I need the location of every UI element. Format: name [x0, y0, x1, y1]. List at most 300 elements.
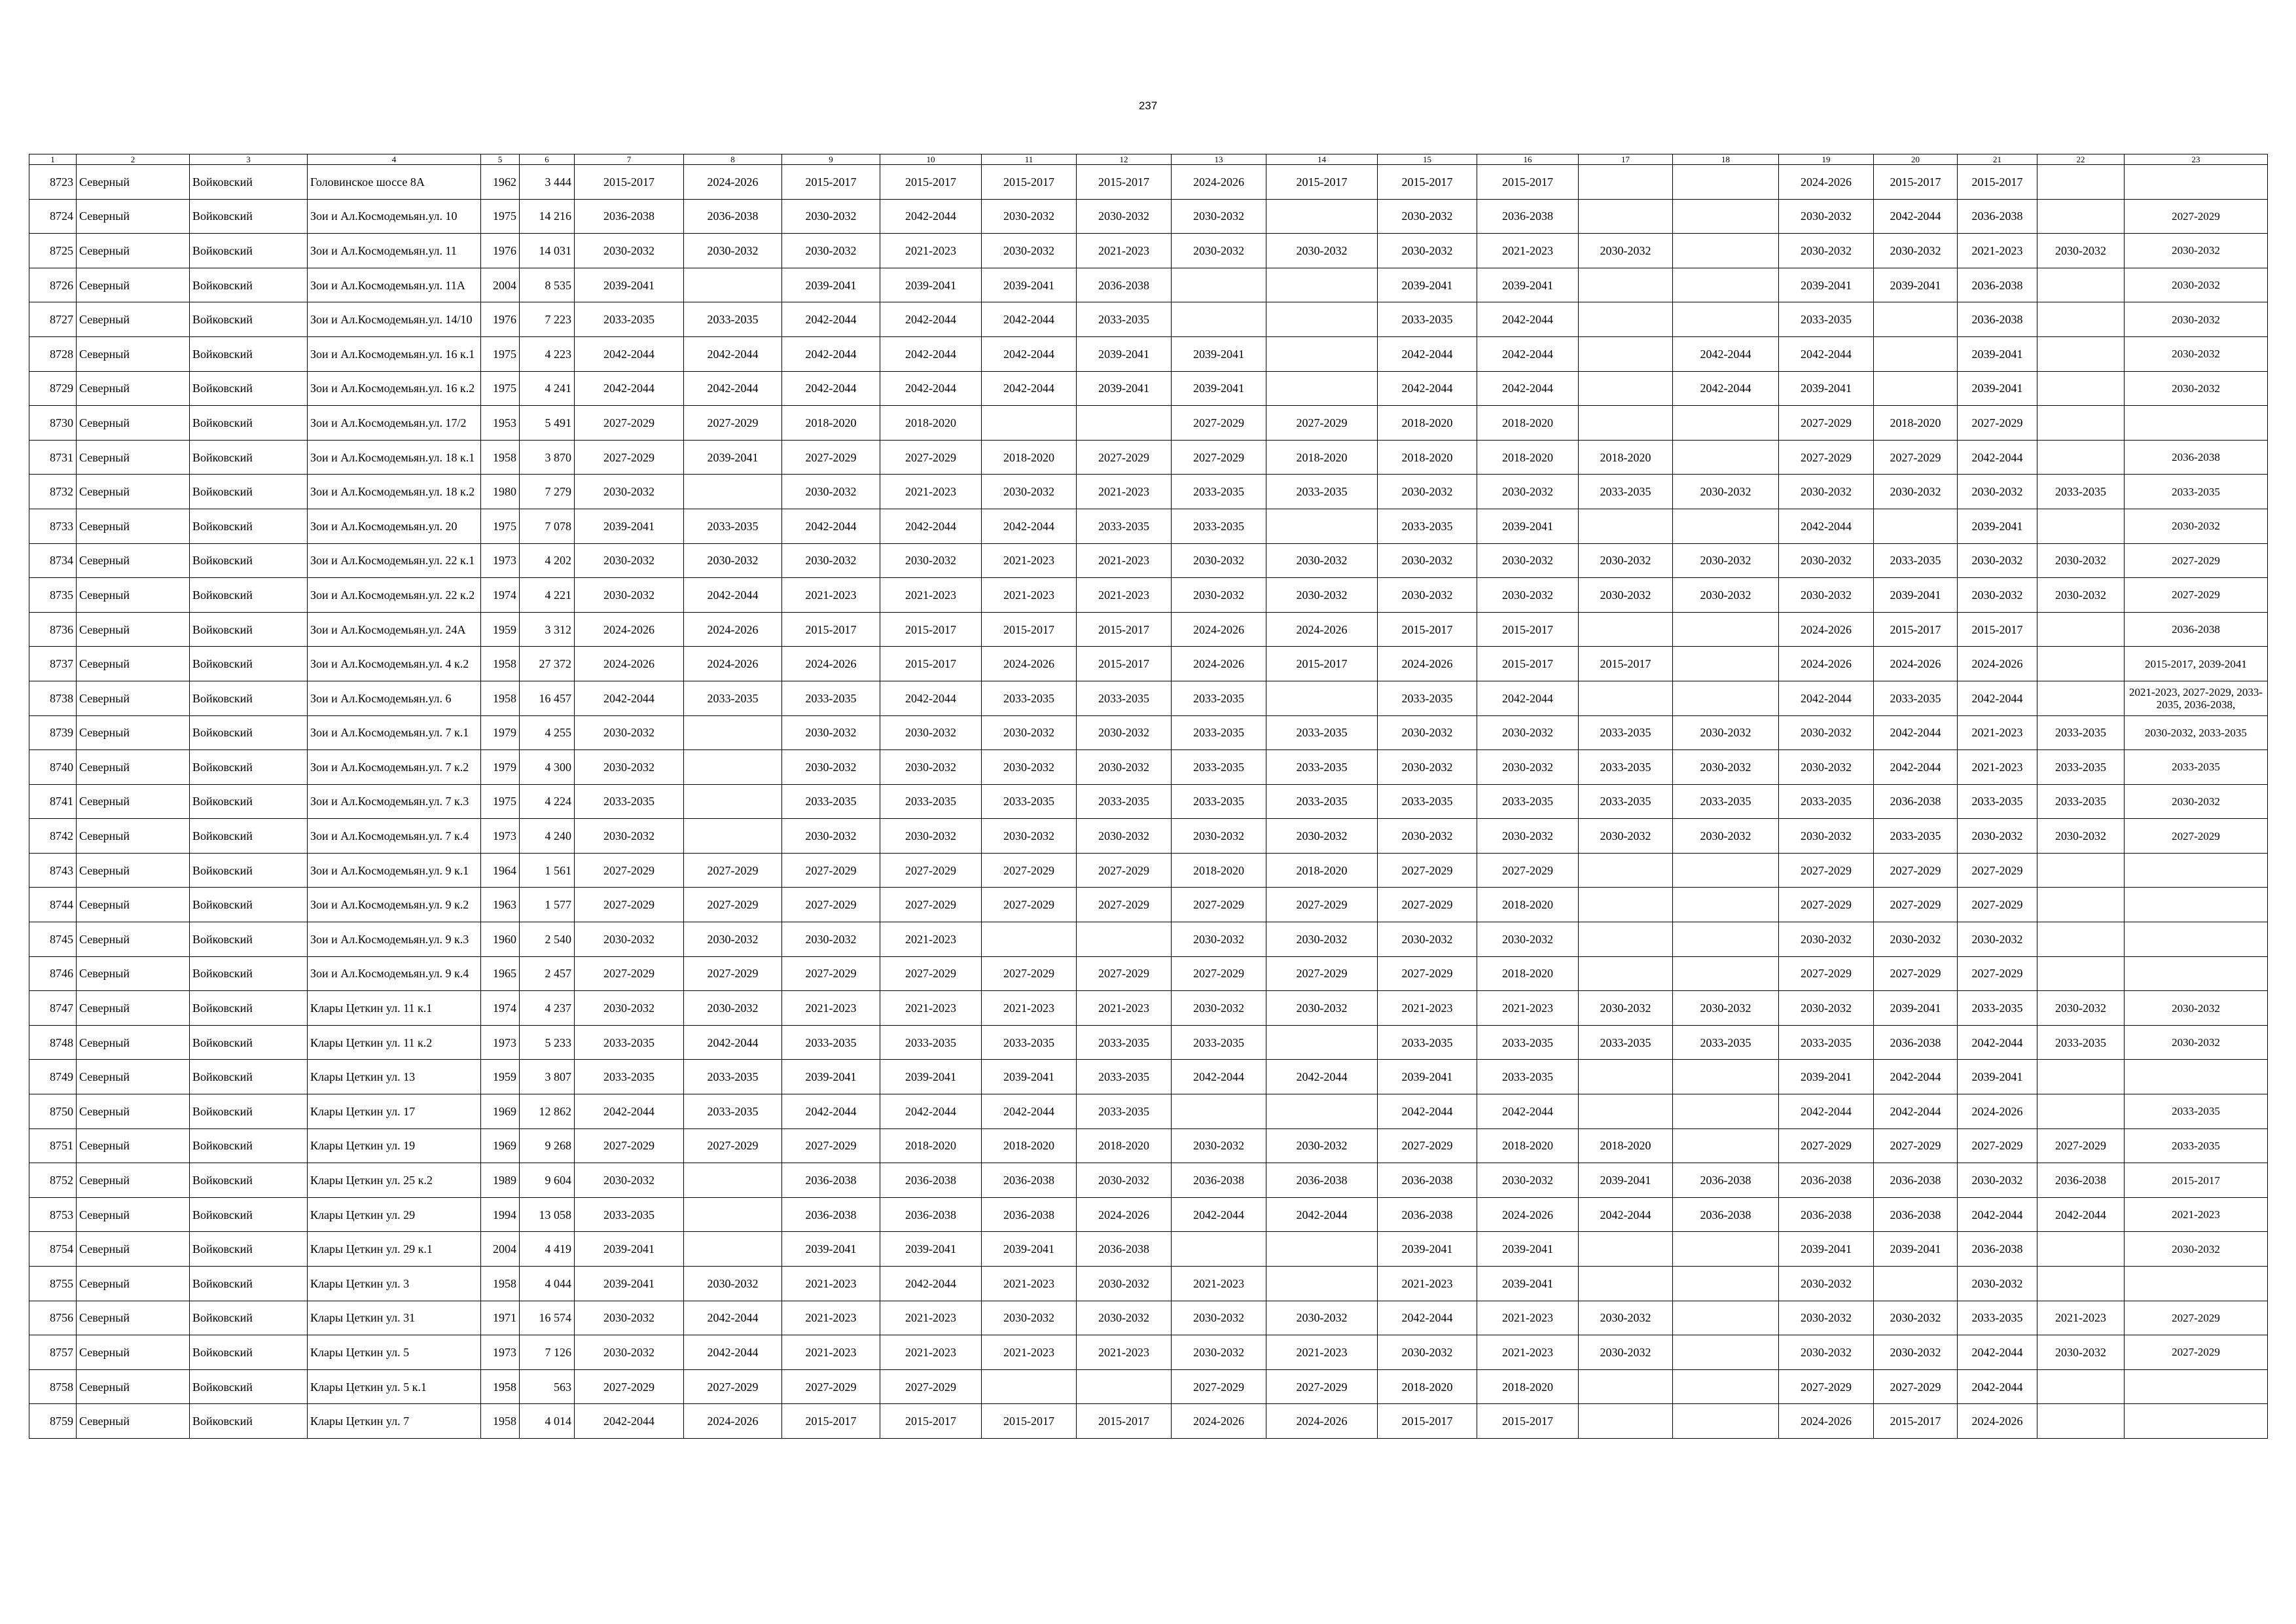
period-cell-col-21: 2033-2035	[1958, 991, 2037, 1026]
period-cell-col-16: 2018-2020	[1477, 1369, 1579, 1404]
period-cell-col-14: 2018-2020	[1266, 440, 1378, 475]
period-cell-col-17: 2039-2041	[1579, 1163, 1673, 1198]
period-cell-col-14: 2033-2035	[1266, 784, 1378, 819]
period-cell-col-14: 2030-2032	[1266, 922, 1378, 957]
rayon-cell: Войковский	[190, 1128, 308, 1163]
period-cell-col-11: 2042-2044	[982, 302, 1077, 337]
area-cell: 9 268	[520, 1128, 575, 1163]
period-cell-col-16: 2036-2038	[1477, 199, 1579, 234]
period-cell-col-18	[1673, 440, 1779, 475]
period-cell-col-8: 2033-2035	[684, 1060, 782, 1094]
period-cell-col-9: 2015-2017	[782, 1404, 880, 1439]
period-cell-col-21: 2036-2038	[1958, 302, 2037, 337]
period-cell-col-10: 2033-2035	[880, 1025, 982, 1060]
area-cell: 8 535	[520, 268, 575, 302]
period-cell-col-17: 2030-2032	[1579, 578, 1673, 613]
period-cell-col-11: 2033-2035	[982, 784, 1077, 819]
area-cell: 3 444	[520, 165, 575, 200]
period-cell-col-17	[1579, 406, 1673, 441]
period-cell-col-16: 2033-2035	[1477, 784, 1579, 819]
period-cell-col-8	[684, 475, 782, 509]
period-cell-col-7: 2039-2041	[575, 1267, 684, 1301]
rayon-cell: Войковский	[190, 440, 308, 475]
period-cell-col-18	[1673, 302, 1779, 337]
period-cell-col-22: 2033-2035	[2037, 784, 2125, 819]
period-cell-col-12: 2039-2041	[1077, 371, 1172, 406]
period-cell-col-17	[1579, 1267, 1673, 1301]
period-cell-col-18	[1673, 509, 1779, 543]
area-cell: 563	[520, 1369, 575, 1404]
table-row	[29, 1060, 2268, 1094]
period-cell-col-19: 2030-2032	[1779, 199, 1874, 234]
period-cell-col-8: 2042-2044	[684, 1335, 782, 1370]
row-number: 8759	[29, 1404, 77, 1439]
period-cell-col-8: 2036-2038	[684, 199, 782, 234]
period-cell-col-7: 2030-2032	[575, 543, 684, 578]
period-cell-col-15: 2018-2020	[1378, 406, 1477, 441]
period-cell-col-7: 2030-2032	[575, 1335, 684, 1370]
address-cell: Клары Цеткин ул. 13	[308, 1060, 481, 1094]
period-cell-col-22: 2030-2032	[2037, 578, 2125, 613]
address-cell: Зои и Ал.Космодемьян.ул. 9 к.3	[308, 922, 481, 957]
period-cell-col-18	[1673, 1094, 1779, 1129]
year-built-cell: 1958	[481, 1267, 520, 1301]
okrug-cell: Северный	[77, 234, 190, 268]
period-cell-col-7: 2027-2029	[575, 406, 684, 441]
period-cell-col-13: 2033-2035	[1172, 509, 1266, 543]
period-cell-col-9: 2030-2032	[782, 750, 880, 785]
period-cell-col-9: 2027-2029	[782, 853, 880, 888]
period-cell-col-13: 2036-2038	[1172, 1163, 1266, 1198]
year-built-cell: 1973	[481, 819, 520, 854]
table-row	[29, 1369, 2268, 1404]
period-cell-col-16: 2018-2020	[1477, 956, 1579, 991]
okrug-cell: Северный	[77, 1094, 190, 1129]
period-cell-col-11: 2042-2044	[982, 336, 1077, 371]
period-cell-col-14: 2027-2029	[1266, 406, 1378, 441]
period-cell-col-12: 2033-2035	[1077, 1060, 1172, 1094]
table-row	[29, 1025, 2268, 1060]
row-number: 8743	[29, 853, 77, 888]
column-number-12: 12	[1077, 154, 1172, 165]
period-cell-col-23	[2125, 1404, 2268, 1439]
address-cell: Клары Цеткин ул. 3	[308, 1267, 481, 1301]
period-cell-col-23: 2015-2017	[2125, 1163, 2268, 1198]
period-cell-col-10: 2021-2023	[880, 991, 982, 1026]
period-cell-col-17: 2018-2020	[1579, 440, 1673, 475]
period-cell-col-19: 2030-2032	[1779, 475, 1874, 509]
period-cell-col-17	[1579, 681, 1673, 715]
table-row	[29, 715, 2268, 750]
period-cell-col-8: 2024-2026	[684, 647, 782, 681]
period-cell-col-11: 2015-2017	[982, 1404, 1077, 1439]
rayon-cell: Войковский	[190, 406, 308, 441]
year-built-cell: 1975	[481, 199, 520, 234]
period-cell-col-10: 2030-2032	[880, 819, 982, 854]
address-cell: Зои и Ал.Космодемьян.ул. 20	[308, 509, 481, 543]
period-cell-col-12: 2015-2017	[1077, 1404, 1172, 1439]
okrug-cell: Северный	[77, 991, 190, 1026]
period-cell-col-11: 2030-2032	[982, 750, 1077, 785]
period-cell-col-9: 2030-2032	[782, 922, 880, 957]
period-cell-col-18	[1673, 956, 1779, 991]
period-cell-col-9: 2021-2023	[782, 1335, 880, 1370]
column-number-16: 16	[1477, 154, 1579, 165]
row-number: 8746	[29, 956, 77, 991]
area-cell: 3 807	[520, 1060, 575, 1094]
period-cell-col-18: 2030-2032	[1673, 475, 1779, 509]
okrug-cell: Северный	[77, 1301, 190, 1335]
period-cell-col-15: 2042-2044	[1378, 336, 1477, 371]
period-cell-col-17	[1579, 956, 1673, 991]
rayon-cell: Войковский	[190, 199, 308, 234]
period-cell-col-19: 2030-2032	[1779, 750, 1874, 785]
period-cell-col-17	[1579, 1232, 1673, 1267]
period-cell-col-10: 2018-2020	[880, 1128, 982, 1163]
period-cell-col-9: 2021-2023	[782, 1267, 880, 1301]
period-cell-col-14: 2030-2032	[1266, 1301, 1378, 1335]
period-cell-col-19: 2033-2035	[1779, 302, 1874, 337]
row-number: 8729	[29, 371, 77, 406]
period-cell-col-23	[2125, 853, 2268, 888]
period-cell-col-15: 2039-2041	[1378, 1060, 1477, 1094]
period-cell-col-7: 2030-2032	[575, 475, 684, 509]
period-cell-col-16: 2030-2032	[1477, 578, 1579, 613]
period-cell-col-19: 2024-2026	[1779, 165, 1874, 200]
period-cell-col-19: 2030-2032	[1779, 715, 1874, 750]
period-cell-col-21: 2042-2044	[1958, 681, 2037, 715]
period-cell-col-14: 2015-2017	[1266, 165, 1378, 200]
period-cell-col-11: 2021-2023	[982, 1267, 1077, 1301]
period-cell-col-8: 2027-2029	[684, 956, 782, 991]
period-cell-col-8: 2030-2032	[684, 1267, 782, 1301]
period-cell-col-9: 2042-2044	[782, 302, 880, 337]
table-row	[29, 1301, 2268, 1335]
period-cell-col-19: 2027-2029	[1779, 888, 1874, 922]
period-cell-col-18: 2042-2044	[1673, 336, 1779, 371]
period-cell-col-23: 2036-2038	[2125, 612, 2268, 647]
year-built-cell: 1963	[481, 888, 520, 922]
period-cell-col-8: 2039-2041	[684, 440, 782, 475]
okrug-cell: Северный	[77, 647, 190, 681]
period-cell-col-17: 2042-2044	[1579, 1197, 1673, 1232]
okrug-cell: Северный	[77, 1025, 190, 1060]
okrug-cell: Северный	[77, 681, 190, 715]
period-cell-col-16: 2033-2035	[1477, 1025, 1579, 1060]
period-cell-col-19: 2033-2035	[1779, 1025, 1874, 1060]
period-cell-col-21: 2030-2032	[1958, 922, 2037, 957]
period-cell-col-8: 2042-2044	[684, 1025, 782, 1060]
period-cell-col-16: 2033-2035	[1477, 1060, 1579, 1094]
period-cell-col-17: 2018-2020	[1579, 1128, 1673, 1163]
period-cell-col-20: 2039-2041	[1874, 1232, 1958, 1267]
period-cell-col-15: 2030-2032	[1378, 543, 1477, 578]
period-cell-col-9: 2027-2029	[782, 440, 880, 475]
period-cell-col-20: 2042-2044	[1874, 1094, 1958, 1129]
period-cell-col-22	[2037, 199, 2125, 234]
period-cell-col-7: 2033-2035	[575, 1060, 684, 1094]
address-cell: Зои и Ал.Космодемьян.ул. 11	[308, 234, 481, 268]
column-number-23: 23	[2125, 154, 2268, 165]
rayon-cell: Войковский	[190, 1335, 308, 1370]
period-cell-col-15: 2030-2032	[1378, 750, 1477, 785]
period-cell-col-18	[1673, 268, 1779, 302]
address-cell: Клары Цеткин ул. 29 к.1	[308, 1232, 481, 1267]
year-built-cell: 1959	[481, 1060, 520, 1094]
period-cell-col-14: 2042-2044	[1266, 1197, 1378, 1232]
period-cell-col-10: 2021-2023	[880, 1335, 982, 1370]
period-cell-col-10: 2030-2032	[880, 543, 982, 578]
period-cell-col-22: 2033-2035	[2037, 715, 2125, 750]
period-cell-col-20: 2027-2029	[1874, 888, 1958, 922]
year-built-cell: 2004	[481, 268, 520, 302]
rayon-cell: Войковский	[190, 302, 308, 337]
period-cell-col-21: 2021-2023	[1958, 715, 2037, 750]
period-cell-col-23	[2125, 1369, 2268, 1404]
period-cell-col-8: 2033-2035	[684, 509, 782, 543]
area-cell: 1 561	[520, 853, 575, 888]
period-cell-col-19: 2033-2035	[1779, 784, 1874, 819]
year-built-cell: 1960	[481, 922, 520, 957]
table-row	[29, 888, 2268, 922]
period-cell-col-13: 2030-2032	[1172, 543, 1266, 578]
column-number-15: 15	[1378, 154, 1477, 165]
period-cell-col-20: 2042-2044	[1874, 1060, 1958, 1094]
period-cell-col-9: 2027-2029	[782, 1128, 880, 1163]
period-cell-col-8: 2030-2032	[684, 234, 782, 268]
period-cell-col-14: 2027-2029	[1266, 888, 1378, 922]
period-cell-col-13: 2024-2026	[1172, 165, 1266, 200]
period-cell-col-8: 2033-2035	[684, 1094, 782, 1129]
period-cell-col-21: 2036-2038	[1958, 268, 2037, 302]
period-cell-col-17: 2033-2035	[1579, 475, 1673, 509]
period-cell-col-16: 2042-2044	[1477, 1094, 1579, 1129]
period-cell-col-12: 2033-2035	[1077, 681, 1172, 715]
period-cell-col-16: 2021-2023	[1477, 1335, 1579, 1370]
period-cell-col-17	[1579, 302, 1673, 337]
year-built-cell: 1965	[481, 956, 520, 991]
period-cell-col-21: 2027-2029	[1958, 956, 2037, 991]
row-number: 8745	[29, 922, 77, 957]
period-cell-col-7: 2039-2041	[575, 1232, 684, 1267]
table-header	[29, 154, 2268, 165]
year-built-cell: 1975	[481, 371, 520, 406]
period-cell-col-14: 2021-2023	[1266, 1335, 1378, 1370]
period-cell-col-17	[1579, 853, 1673, 888]
okrug-cell: Северный	[77, 784, 190, 819]
address-cell: Клары Цеткин ул. 11 к.1	[308, 991, 481, 1026]
okrug-cell: Северный	[77, 1128, 190, 1163]
row-number: 8731	[29, 440, 77, 475]
period-cell-col-12: 2030-2032	[1077, 1267, 1172, 1301]
row-number: 8726	[29, 268, 77, 302]
address-cell: Зои и Ал.Космодемьян.ул. 22 к.2	[308, 578, 481, 613]
row-number: 8739	[29, 715, 77, 750]
area-cell: 27 372	[520, 647, 575, 681]
period-cell-col-15: 2030-2032	[1378, 715, 1477, 750]
period-cell-col-18: 2030-2032	[1673, 543, 1779, 578]
okrug-cell: Северный	[77, 1232, 190, 1267]
period-cell-col-13: 2033-2035	[1172, 681, 1266, 715]
period-cell-col-7: 2042-2044	[575, 371, 684, 406]
period-cell-col-9: 2015-2017	[782, 612, 880, 647]
period-cell-col-11: 2033-2035	[982, 1025, 1077, 1060]
period-cell-col-15: 2027-2029	[1378, 1128, 1477, 1163]
period-cell-col-15: 2030-2032	[1378, 922, 1477, 957]
period-cell-col-13: 2030-2032	[1172, 1128, 1266, 1163]
period-cell-col-17	[1579, 1060, 1673, 1094]
period-cell-col-9: 2033-2035	[782, 1025, 880, 1060]
period-cell-col-14: 2030-2032	[1266, 991, 1378, 1026]
row-number: 8758	[29, 1369, 77, 1404]
table-row	[29, 750, 2268, 785]
period-cell-col-10: 2042-2044	[880, 336, 982, 371]
column-number-11: 11	[982, 154, 1077, 165]
period-cell-col-7: 2033-2035	[575, 784, 684, 819]
address-cell: Зои и Ал.Космодемьян.ул. 9 к.4	[308, 956, 481, 991]
period-cell-col-21: 2042-2044	[1958, 1197, 2037, 1232]
rayon-cell: Войковский	[190, 1163, 308, 1198]
rayon-cell: Войковский	[190, 991, 308, 1026]
period-cell-col-22	[2037, 165, 2125, 200]
row-number: 8733	[29, 509, 77, 543]
table-row	[29, 543, 2268, 578]
period-cell-col-23: 2027-2029	[2125, 1301, 2268, 1335]
okrug-cell: Северный	[77, 406, 190, 441]
period-cell-col-19: 2039-2041	[1779, 371, 1874, 406]
year-built-cell: 1973	[481, 1335, 520, 1370]
address-cell: Зои и Ал.Космодемьян.ул. 24А	[308, 612, 481, 647]
period-cell-col-15: 2024-2026	[1378, 647, 1477, 681]
column-number-18: 18	[1673, 154, 1779, 165]
period-cell-col-19: 2027-2029	[1779, 853, 1874, 888]
area-cell: 7 279	[520, 475, 575, 509]
period-cell-col-23: 2030-2032	[2125, 371, 2268, 406]
period-cell-col-16: 2021-2023	[1477, 1301, 1579, 1335]
period-cell-col-23	[2125, 888, 2268, 922]
period-cell-col-8	[684, 784, 782, 819]
period-cell-col-22: 2030-2032	[2037, 543, 2125, 578]
table-row	[29, 234, 2268, 268]
period-cell-col-17: 2033-2035	[1579, 750, 1673, 785]
okrug-cell: Северный	[77, 853, 190, 888]
period-cell-col-14: 2030-2032	[1266, 1128, 1378, 1163]
year-built-cell: 2004	[481, 1232, 520, 1267]
period-cell-col-11: 2021-2023	[982, 578, 1077, 613]
address-cell: Клары Цеткин ул. 17	[308, 1094, 481, 1129]
period-cell-col-7: 2027-2029	[575, 1369, 684, 1404]
period-cell-col-11: 2027-2029	[982, 888, 1077, 922]
period-cell-col-16: 2030-2032	[1477, 543, 1579, 578]
period-cell-col-23	[2125, 165, 2268, 200]
period-cell-col-18	[1673, 853, 1779, 888]
period-cell-col-7: 2015-2017	[575, 165, 684, 200]
rayon-cell: Войковский	[190, 681, 308, 715]
table-row	[29, 268, 2268, 302]
period-cell-col-23: 2030-2032	[2125, 784, 2268, 819]
period-cell-col-7: 2030-2032	[575, 750, 684, 785]
period-cell-col-15: 2027-2029	[1378, 956, 1477, 991]
period-cell-col-9: 2030-2032	[782, 819, 880, 854]
area-cell: 4 224	[520, 784, 575, 819]
period-cell-col-20	[1874, 302, 1958, 337]
period-cell-col-12: 2030-2032	[1077, 1301, 1172, 1335]
period-cell-col-14	[1266, 509, 1378, 543]
period-cell-col-14	[1266, 371, 1378, 406]
period-cell-col-9: 2027-2029	[782, 888, 880, 922]
period-cell-col-20: 2030-2032	[1874, 475, 1958, 509]
period-cell-col-23: 2030-2032	[2125, 234, 2268, 268]
period-cell-col-22: 2027-2029	[2037, 1128, 2125, 1163]
period-cell-col-19: 2039-2041	[1779, 268, 1874, 302]
period-cell-col-12: 2015-2017	[1077, 612, 1172, 647]
period-cell-col-23: 2030-2032	[2125, 1232, 2268, 1267]
row-number: 8755	[29, 1267, 77, 1301]
row-number: 8751	[29, 1128, 77, 1163]
area-cell: 4 255	[520, 715, 575, 750]
page-number: 237	[1138, 99, 1158, 112]
table-row	[29, 578, 2268, 613]
period-cell-col-8: 2033-2035	[684, 302, 782, 337]
year-built-cell: 1958	[481, 1369, 520, 1404]
period-cell-col-19: 2042-2044	[1779, 509, 1874, 543]
period-cell-col-20: 2027-2029	[1874, 1369, 1958, 1404]
period-cell-col-12: 2021-2023	[1077, 475, 1172, 509]
okrug-cell: Северный	[77, 475, 190, 509]
period-cell-col-10: 2039-2041	[880, 1232, 982, 1267]
period-cell-col-18	[1673, 922, 1779, 957]
period-cell-col-11: 2021-2023	[982, 543, 1077, 578]
period-cell-col-17: 2015-2017	[1579, 647, 1673, 681]
period-cell-col-20: 2027-2029	[1874, 853, 1958, 888]
period-cell-col-8	[684, 268, 782, 302]
period-cell-col-16: 2039-2041	[1477, 509, 1579, 543]
period-cell-col-16: 2042-2044	[1477, 371, 1579, 406]
period-cell-col-18: 2042-2044	[1673, 371, 1779, 406]
address-cell: Зои и Ал.Космодемьян.ул. 9 к.1	[308, 853, 481, 888]
period-cell-col-12: 2024-2026	[1077, 1197, 1172, 1232]
period-cell-col-16: 2042-2044	[1477, 681, 1579, 715]
table-row	[29, 1094, 2268, 1129]
period-cell-col-9: 2030-2032	[782, 234, 880, 268]
period-cell-col-8: 2042-2044	[684, 371, 782, 406]
period-cell-col-10: 2021-2023	[880, 475, 982, 509]
address-cell: Зои и Ал.Космодемьян.ул. 14/10	[308, 302, 481, 337]
row-number: 8737	[29, 647, 77, 681]
area-cell: 7 126	[520, 1335, 575, 1370]
year-built-cell: 1980	[481, 475, 520, 509]
period-cell-col-10: 2030-2032	[880, 715, 982, 750]
period-cell-col-19: 2027-2029	[1779, 956, 1874, 991]
period-cell-col-12: 2030-2032	[1077, 199, 1172, 234]
table-row	[29, 1232, 2268, 1267]
period-cell-col-21: 2042-2044	[1958, 1025, 2037, 1060]
period-cell-col-7: 2027-2029	[575, 853, 684, 888]
table-row	[29, 1267, 2268, 1301]
period-cell-col-22	[2037, 371, 2125, 406]
period-cell-col-23: 2030-2032	[2125, 991, 2268, 1026]
rayon-cell: Войковский	[190, 1025, 308, 1060]
period-cell-col-23: 2021-2023	[2125, 1197, 2268, 1232]
area-cell: 1 577	[520, 888, 575, 922]
period-cell-col-23: 2030-2032	[2125, 336, 2268, 371]
period-cell-col-11: 2027-2029	[982, 956, 1077, 991]
period-cell-col-13: 2033-2035	[1172, 475, 1266, 509]
period-cell-col-12: 2039-2041	[1077, 336, 1172, 371]
period-cell-col-16: 2021-2023	[1477, 234, 1579, 268]
period-cell-col-20: 2015-2017	[1874, 1404, 1958, 1439]
period-cell-col-20	[1874, 1267, 1958, 1301]
